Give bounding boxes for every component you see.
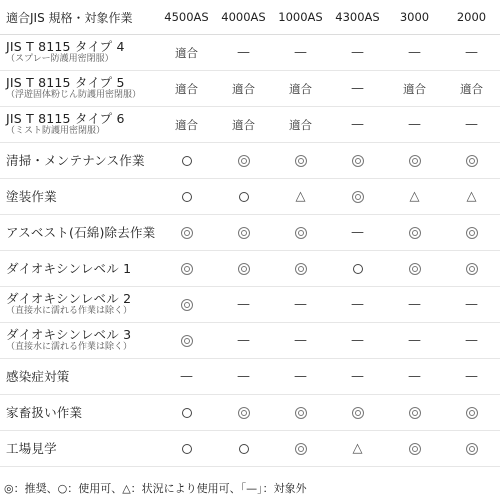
conditional-symbol: △ [352,441,363,456]
recommended-symbol [295,227,307,239]
recommended-symbol [409,227,421,239]
rating-cell [158,107,215,143]
column-header: 2000 [443,0,500,35]
recommended-symbol [409,155,421,167]
not-applicable-symbol: — [351,333,364,348]
not-applicable-symbol: — [237,297,250,312]
recommended-symbol [181,263,193,275]
rating-cell [272,251,329,287]
rating-cell [158,179,215,215]
rating-cell [329,179,386,215]
recommended-symbol [238,155,250,167]
rating-cell [443,395,500,431]
corner-header: 適合JIS 規格・対象作業 [0,0,158,35]
not-applicable-symbol: — [294,369,307,384]
rating-cell [386,35,443,71]
rating-cell [272,431,329,467]
not-applicable-symbol: — [351,369,364,384]
legend-note: ◎：推奨、○：使用可、△：状況により使用可、「—」：対象外 [4,482,307,495]
recommended-symbol [466,227,478,239]
not-applicable-symbol: — [465,333,478,348]
rating-cell [272,71,329,107]
usable-symbol [239,192,249,202]
rating-cell [329,395,386,431]
rating-cell [158,359,215,395]
not-applicable-symbol: — [351,225,364,240]
row-label: 家畜扱い作業 [6,404,83,420]
recommended-symbol [295,263,307,275]
rating-cell [158,215,215,251]
table-body [0,35,500,467]
rating-cell [443,359,500,395]
rating-cell [215,251,272,287]
row-label-cell [0,179,158,215]
usable-symbol [182,156,192,166]
rating-cell [443,35,500,71]
not-applicable-symbol: — [465,117,478,132]
recommended-symbol [466,263,478,275]
not-applicable-symbol: — [294,333,307,348]
not-applicable-symbol: — [351,117,364,132]
column-header: 4500AS [158,0,215,35]
rating-cell [386,71,443,107]
rating-cell [329,215,386,251]
row-label: ダイオキシンレベル 2 [6,290,132,306]
rating-cell [329,143,386,179]
row-label: JIS T 8115 タイプ 4 [6,38,125,54]
recommended-symbol [181,335,193,347]
rating-cell [329,251,386,287]
table-row [0,107,500,143]
rating-cell [215,215,272,251]
recommended-symbol [466,443,478,455]
not-applicable-symbol: — [294,297,307,312]
rating-cell [158,323,215,359]
rating-cell [386,179,443,215]
rating-cell [215,323,272,359]
row-label-cell [0,107,158,143]
rating-cell [272,215,329,251]
rating-cell [443,215,500,251]
row-sublabel: （浮遊固体粉じん防護用密閉服） [6,90,142,101]
rating-cell [329,323,386,359]
rating-cell [443,431,500,467]
recommended-symbol [409,407,421,419]
not-applicable-symbol: — [237,369,250,384]
table-row [0,35,500,71]
not-applicable-symbol: — [408,45,421,60]
rating-cell [272,359,329,395]
not-applicable-symbol: — [180,369,193,384]
usable-symbol [182,192,192,202]
recommended-symbol [409,263,421,275]
table-row [0,71,500,107]
conforms-label: 適合 [175,117,198,132]
not-applicable-symbol: — [237,333,250,348]
recommended-symbol [238,407,250,419]
table-row [0,251,500,287]
not-applicable-symbol: — [351,81,364,96]
table-row [0,323,500,359]
rating-cell [158,395,215,431]
usable-symbol [182,408,192,418]
recommended-symbol [466,155,478,167]
conditional-symbol: △ [295,189,306,204]
recommended-symbol [352,155,364,167]
not-applicable-symbol: — [237,45,250,60]
rating-cell [443,179,500,215]
rating-cell [443,323,500,359]
rating-cell [158,287,215,323]
header-row [0,0,500,35]
not-applicable-symbol: — [465,369,478,384]
rating-cell [329,431,386,467]
rating-cell [386,431,443,467]
table-row [0,359,500,395]
conforms-label: 適合 [232,117,255,132]
rating-cell [443,71,500,107]
table-row [0,179,500,215]
rating-cell [386,143,443,179]
row-label-cell [0,395,158,431]
conforms-label: 適合 [175,81,198,96]
recommended-symbol [409,443,421,455]
rating-cell [272,395,329,431]
recommended-symbol [295,443,307,455]
usable-symbol [239,444,249,454]
row-label: ダイオキシンレベル 3 [6,326,132,342]
row-label: 塗装作業 [6,188,57,204]
rating-cell [443,107,500,143]
not-applicable-symbol: — [408,297,421,312]
rating-cell [386,395,443,431]
rating-cell [329,359,386,395]
row-label: 感染症対策 [6,368,70,384]
row-sublabel: （ミスト防護用密閉服） [6,126,106,137]
rating-cell [329,107,386,143]
column-header: 4000AS [215,0,272,35]
recommended-symbol [466,407,478,419]
rating-cell [329,71,386,107]
not-applicable-symbol: — [408,369,421,384]
row-label-cell [0,143,158,179]
rating-cell [272,179,329,215]
not-applicable-symbol: — [465,297,478,312]
conforms-label: 適合 [403,81,426,96]
recommended-symbol [295,407,307,419]
rating-cell [158,143,215,179]
conforms-label: 適合 [289,81,312,96]
conditional-symbol: △ [409,189,420,204]
column-header: 1000AS [272,0,329,35]
rating-cell [215,179,272,215]
rating-cell [329,35,386,71]
recommended-symbol [295,155,307,167]
row-label-cell [0,215,158,251]
not-applicable-symbol: — [351,297,364,312]
rating-cell [443,251,500,287]
rating-cell [215,395,272,431]
row-sublabel: （直接水に濡れる作業は除く） [6,342,133,353]
rating-cell [386,251,443,287]
rating-cell [272,287,329,323]
recommended-symbol [238,263,250,275]
rating-cell [386,215,443,251]
table-row [0,215,500,251]
column-header: 3000 [386,0,443,35]
rating-cell [386,287,443,323]
table-row [0,287,500,323]
row-label-cell [0,35,158,71]
rating-cell [272,323,329,359]
not-applicable-symbol: — [408,333,421,348]
rating-cell [158,431,215,467]
rating-cell [215,35,272,71]
rating-cell [272,35,329,71]
rating-cell [329,287,386,323]
row-label: ダイオキシンレベル 1 [6,260,132,276]
rating-cell [158,35,215,71]
rating-cell [443,143,500,179]
rating-cell [386,107,443,143]
not-applicable-symbol: — [294,45,307,60]
rating-cell [215,431,272,467]
recommended-symbol [352,407,364,419]
row-sublabel: （スプレー防護用密閉服） [6,54,114,65]
table-row [0,395,500,431]
column-header: 4300AS [329,0,386,35]
row-label-cell [0,323,158,359]
rating-cell [158,251,215,287]
row-label-cell [0,251,158,287]
row-label: JIS T 8115 タイプ 6 [6,110,125,126]
usable-symbol [182,444,192,454]
recommended-symbol [352,191,364,203]
rating-cell [215,287,272,323]
recommended-symbol [238,227,250,239]
not-applicable-symbol: — [351,45,364,60]
row-label-cell [0,359,158,395]
row-label-cell [0,287,158,323]
conforms-label: 適合 [289,117,312,132]
rating-cell [215,143,272,179]
recommended-symbol [181,227,193,239]
table-row [0,143,500,179]
not-applicable-symbol: — [408,117,421,132]
rating-cell [386,323,443,359]
rating-cell [215,71,272,107]
conforms-label: 適合 [460,81,483,96]
row-label-cell [0,431,158,467]
rating-cell [158,71,215,107]
rating-cell [272,107,329,143]
rating-cell [215,359,272,395]
rating-cell [443,287,500,323]
conforms-label: 適合 [175,45,198,60]
conforms-label: 適合 [232,81,255,96]
usable-symbol [353,264,363,274]
conditional-symbol: △ [466,189,477,204]
rating-cell [215,107,272,143]
rating-cell [272,143,329,179]
table-row [0,431,500,467]
rating-cell [386,359,443,395]
row-label: アスベスト(石綿)除去作業 [6,224,156,240]
row-sublabel: （直接水に濡れる作業は除く） [6,306,133,317]
row-label: 清掃・メンテナンス作業 [6,152,145,168]
row-label-cell [0,71,158,107]
row-label: 工場見学 [6,440,57,456]
not-applicable-symbol: — [465,45,478,60]
row-label: JIS T 8115 タイプ 5 [6,74,125,90]
recommended-symbol [181,299,193,311]
